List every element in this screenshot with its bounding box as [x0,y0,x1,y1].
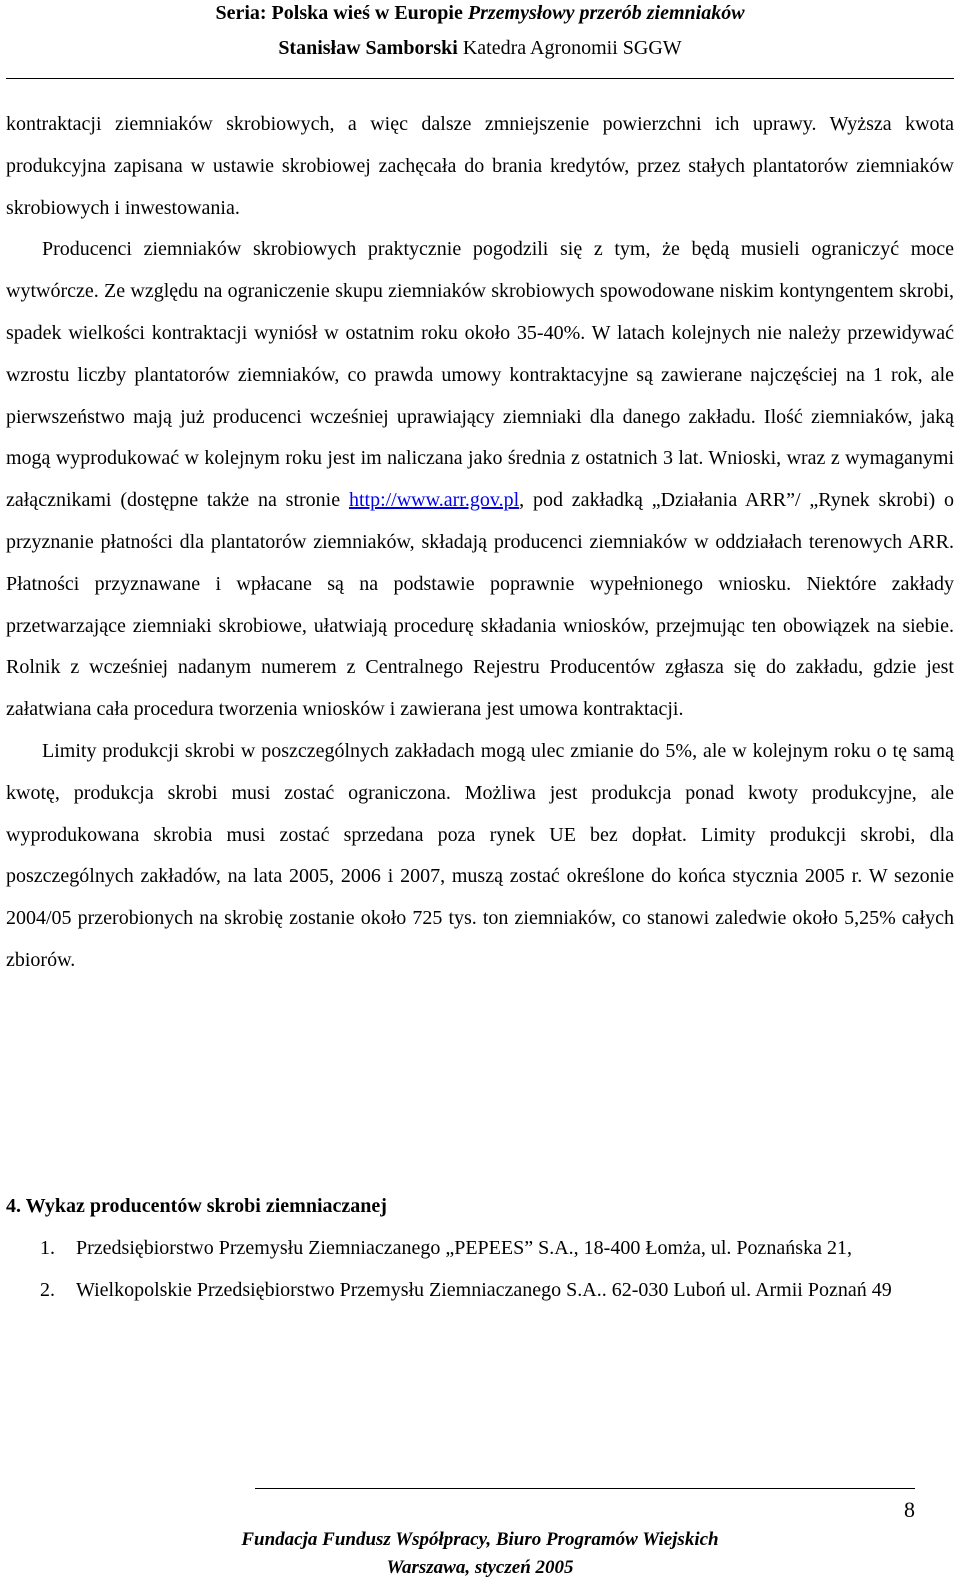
list-item-text: Przedsiębiorstwo Przemysłu Ziemniaczanego „PEPEES” S.A., 18-400 Łomża, ul. Poznańska 21, [76,1237,852,1259]
producers-list [6,1228,954,1311]
page-number: 8 [904,1497,915,1522]
footer-divider [255,1488,915,1489]
list-item-number: 2. [40,1278,55,1301]
list-item [6,1270,954,1312]
running-header-author [0,35,960,61]
paragraph-3: Limity produkcji skrobi w poszczególnych zakładach mogą ulec zmianie do 5%, ale w kolejnym roku o tę samą kwotę, produkcja skrobi musi zostać ograniczona. Możliwa jest produkcja ponad kwoty produkcyjne, ale wyprodukowana skrobia musi zostać sprzedana poza rynek UE bez dopłat. Limity produkcji skrobi, dla poszczególnych zakładów, na lata 2005, 2006 i 2007, muszą zostać określone do końca stycznia 2005 r. W sezonie 2004/05 przerobionych na skrobię zostanie około 725 tys. ton ziemniaków, co stanowi zaledwie około 5,25% całych zbiorów. [6,739,954,971]
arr-website-link[interactable]: http://www.arr.gov.pl [348,489,520,512]
paragraph-1: kontraktacji ziemniaków skrobiowych, a więc dalsze zmniejszenie powierzchni ich uprawy. Wyższa kwota produkcyjna zapisana w ustawie skrobiowej zachęcała do brania kredytów, przez stałych plantatorów ziemniaków skrobiowych i inwestowania. [6,113,954,219]
list-item-number: 1. [40,1237,55,1259]
paragraph-2-text-b: , pod zakładką „Działania ARR”/ „Rynek skrobi) o przyznanie płatności dla plantatorów ziemniaków, składają producenci ziemniaków w oddziałach terenowych ARR. Płatności przyznawane i wpłacane są na podstawie poprawnie wypełnionego wniosku. Niektóre zakłady przetwarzające ziemniaki skrobiowe, ułatwiają procedurę składania wniosków, przejmując ten obowiązek na siebie. Rolnik z wcześniej nadanym numerem z Centralnego Rejestru Producentów zgłasza się do zakładu, gdzie jest załatwiana cała procedura tworzenia wniosków i zawierana jest umowa kontraktacji. [6,489,954,721]
running-header-series [0,0,960,26]
list-item-text: Wielkopolskie Przedsiębiorstwo Przemysłu Ziemniaczanego S.A.. 62-030 Luboń ul. Armii Poznań 49 [76,1278,892,1301]
footer-date: Warszawa, styczeń 2005 [386,1557,574,1578]
author-affiliation: Katedra Agronomii SGGW [462,37,682,59]
series-name: Seria: Polska wieś w Europie [215,2,463,24]
header-divider [6,78,954,79]
section-heading: 4. Wykaz producentów skrobi ziemniaczanej [6,1195,387,1217]
footer-organization: Fundacja Fundusz Współpracy, Biuro Programów Wiejskich [241,1529,719,1550]
author-name: Stanisław Samborski [278,37,458,59]
body-text [6,104,954,982]
list-item [6,1228,954,1270]
paragraph-2 [6,229,954,731]
document-title: Przemysłowy przerób ziemniaków [467,2,745,24]
paragraph-2-text-a: Producenci ziemniaków skrobiowych praktycznie pogodzili się z tym, że będą musieli ograniczyć moce wytwórcze. Ze względu na ograniczenie skupu ziemniaków skrobiowych spowodowane niskim kontyngentem skrobi, spadek wielkości kontraktacji wyniósł w ostatnim roku około 35-40%. W latach kolejnych nie należy przewidywać wzrostu liczby plantatorów ziemniaków, co prawda umowy kontraktacyjne są zawierane najczęściej na 1 rok, ale pierwszeństwo mają już producenci wcześniej uprawiający ziemniaki dla danego zakładu. Ilość ziemniaków, jaką mogą wyprodukować w kolejnym roku jest im naliczana jako średnia z ostatnich 3 lat. Wnioski, wraz z wymaganymi załącznikami (dostępne także na stronie [6,238,954,512]
